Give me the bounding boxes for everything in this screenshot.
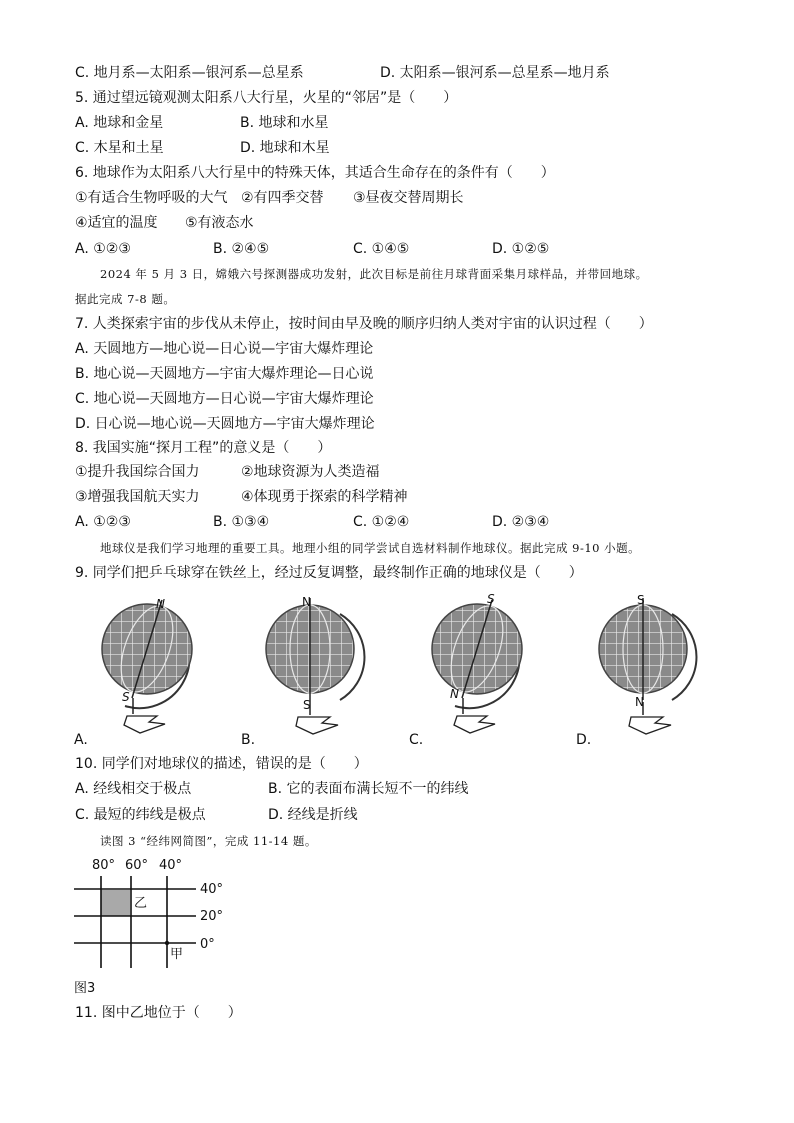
globe-b-top-pole: N [302,595,311,609]
intro-11-14: 读图 3 “经纬网简图”，完成 11-14 题。 [100,834,317,848]
q6-condition-4: ④适宜的温度 [75,215,158,231]
q9-option-b: B. [241,732,256,748]
q6-condition-2: ②有四季交替 [241,190,324,206]
globe-b-base [296,717,338,734]
globe-b-bottom-pole: S [303,698,311,712]
figure-3-caption: 图3 [74,981,96,996]
globe-c-bottom-pole: N [450,687,459,701]
intro-7-8-line2: 据此完成 7-8 题。 [75,292,176,306]
globe-d-base [629,717,671,734]
q6-option-c: C. ①④⑤ [353,241,410,257]
q7-stem: 7. 人类探索宇宙的步伐从未停止，按时间由早及晚的顺序归纳人类对宇宙的认识过程（ ） [75,316,653,332]
q6-option-a: A. ①②③ [75,241,131,257]
q6-stem: 6. 地球作为太阳系八大行星中的特殊天体，其适合生命存在的条件有（ ） [75,165,555,181]
q11-stem: 11. 图中乙地位于（ ） [75,1005,242,1021]
q9-option-d: D. [576,732,592,748]
globe-d [599,593,696,734]
q6-condition-5: ⑤有液态水 [185,215,254,231]
q8-item-4: ④体现勇于探索的科学精神 [241,489,408,505]
q6-condition-1: ①有适合生物呼吸的大气 [75,190,228,206]
point-jia-marker [165,941,169,945]
q4-option-d: D. 太阳系—银河系—总星系—地月系 [380,65,610,81]
q10-option-a: A. 经线相交于极点 [75,781,192,797]
globe-c [432,592,522,733]
lon-label-40: 40° [159,858,183,873]
globe-d-top-pole: S [637,593,645,607]
globe-a-base [124,716,165,733]
q5-option-c: C. 木星和土星 [75,140,164,156]
q9-stem: 9. 同学们把乒乓球穿在铁丝上，经过反复调整，最终制作正确的地球仪是（ ） [75,565,583,581]
q8-option-a: A. ①②③ [75,514,131,530]
q8-item-2: ②地球资源为人类造福 [241,464,380,480]
globe-b [266,595,364,734]
intro-7-8-line1: 2024 年 5 月 3 日，嫦娥六号探测器成功发射，此次目标是前往月球背面采集月球样品，并带回地球。 [100,267,648,281]
globe-c-base [454,716,495,733]
q5-option-a: A. 地球和金星 [75,115,164,131]
lon-label-60: 60° [125,858,149,873]
globe-a-bottom-pole: S [122,690,130,704]
q6-option-b: B. ②④⑤ [213,241,270,257]
q5-stem: 5. 通过望远镜观测太阳系八大行星，火星的“邻居”是（ ） [75,90,458,106]
lat-label-40: 40° [200,882,224,897]
q9-globe-figures [0,588,794,750]
point-jia-label: 甲 [170,947,184,962]
globe-a-top-pole: N [156,597,165,611]
q8-option-c: C. ①②④ [353,514,410,530]
q8-item-1: ①提升我国综合国力 [75,464,200,480]
lon-label-80: 80° [92,858,116,873]
intro-9-10: 地球仪是我们学习地理的重要工具。地理小组的同学尝试自选材料制作地球仪。据此完成 9-10 小题。 [100,541,641,555]
q4-option-c: C. 地月系—太阳系—银河系—总星系 [75,65,304,81]
globe-d-bottom-pole: N [635,695,644,709]
globe-c-top-pole: S [487,592,495,606]
q6-condition-3: ③昼夜交替周期长 [353,190,464,206]
figure-3-graticule [60,850,240,980]
lat-label-20: 20° [200,909,224,924]
q10-stem: 10. 同学们对地球仪的描述，错误的是（ ） [75,756,368,772]
q8-option-b: B. ①③④ [213,514,270,530]
q9-option-c: C. [409,732,424,748]
globe-a [102,597,192,733]
q6-option-d: D. ①②⑤ [492,241,550,257]
q7-option-a: A. 天圆地方—地心说—日心说—宇宙大爆炸理论 [75,341,374,357]
q5-option-b: B. 地球和水星 [240,115,329,131]
q9-option-a: A. [74,732,88,748]
point-yi-label: 乙 [134,896,148,911]
q8-stem: 8. 我国实施“探月工程”的意义是（ ） [75,440,332,456]
q8-option-d: D. ②③④ [492,514,550,530]
shaded-area-yi [101,890,130,916]
q10-option-b: B. 它的表面布满长短不一的纬线 [268,781,469,797]
q10-option-d: D. 经线是折线 [268,807,358,823]
q5-option-d: D. 地球和木星 [240,140,330,156]
q7-option-d: D. 日心说—地心说—天圆地方—宇宙大爆炸理论 [75,416,375,432]
q7-option-c: C. 地心说—天圆地方—日心说—宇宙大爆炸理论 [75,391,374,407]
q10-option-c: C. 最短的纬线是极点 [75,807,206,823]
q7-option-b: B. 地心说—天圆地方—宇宙大爆炸理论—日心说 [75,366,374,382]
lat-label-0: 0° [200,937,215,952]
q8-item-3: ③增强我国航天实力 [75,489,200,505]
